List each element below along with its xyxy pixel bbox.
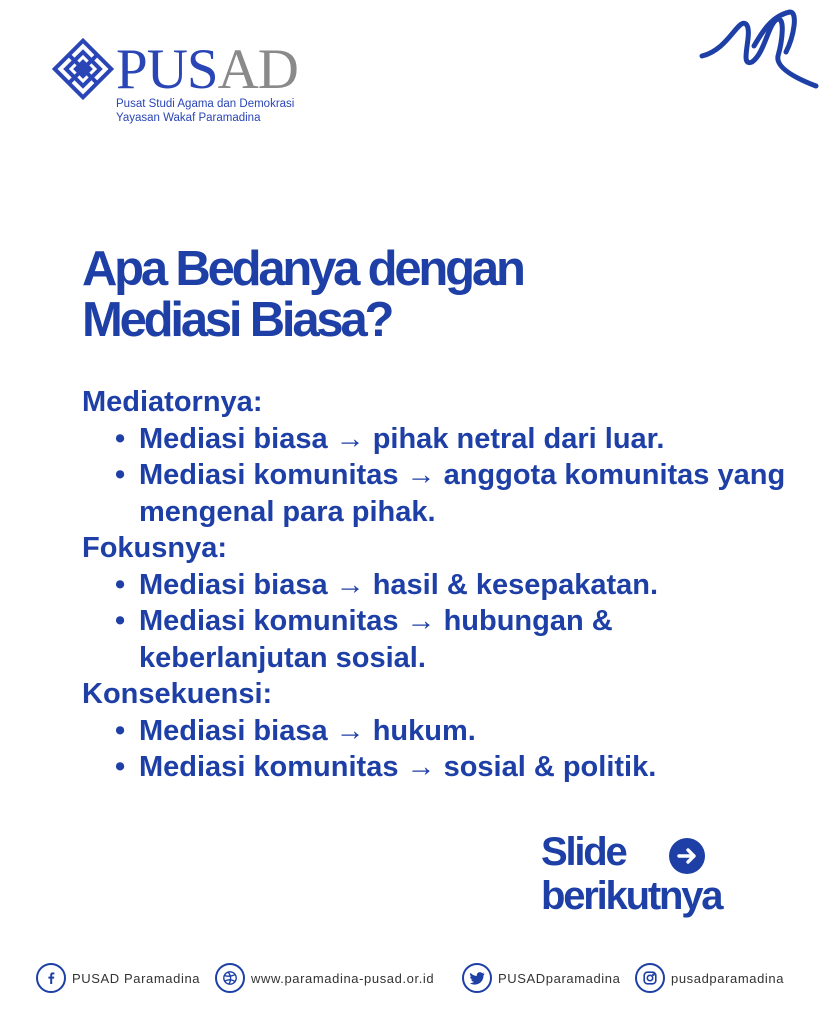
list-item (82, 749, 802, 786)
bullet-icon: • (115, 751, 126, 783)
section-heading: Mediatornya: (82, 386, 263, 418)
list-item-text: Mediasi biasa → pihak netral dari luar. (139, 422, 665, 455)
section-focus (82, 530, 802, 676)
list-item (82, 713, 802, 750)
arrow-right-circle-icon (669, 838, 705, 874)
list-item-text: Mediasi komunitas → sosial & politik. (139, 751, 657, 783)
footer-facebook[interactable] (36, 960, 200, 996)
list-item-text: Mediasi komunitas → hubungan & keberlanjutan sosial. (139, 605, 613, 674)
footer-instagram-text: pusadparamadina (671, 970, 785, 986)
title-line2: Mediasi Biasa? (82, 293, 392, 347)
footer-twitter[interactable] (462, 960, 620, 996)
section-list (82, 567, 802, 677)
logo-subtitle-line2: Yayasan Wakaf Paramadina (116, 112, 261, 124)
globe-icon (215, 963, 245, 993)
logo-wordmark (116, 38, 298, 101)
list-item (82, 421, 802, 458)
section-list (82, 421, 802, 531)
footer-social-bar (0, 960, 819, 996)
section-list (82, 713, 802, 786)
twitter-icon (462, 963, 492, 993)
logo-word-main: PUS (116, 38, 218, 101)
bullet-icon: • (115, 714, 126, 747)
pusad-knot-logo-icon (52, 38, 114, 100)
footer-instagram[interactable] (635, 960, 784, 996)
title-line1: Apa Bedanya dengan (82, 242, 523, 296)
list-item-text: Mediasi komunitas → anggota komunitas yang mengenal para pihak. (139, 459, 786, 528)
blue-squiggle-decoration (698, 6, 819, 92)
bullet-icon: • (115, 422, 126, 455)
logo-subtitle-line1: Pusat Studi Agama dan Demokrasi (116, 98, 295, 110)
section-consequence (82, 676, 802, 786)
footer-twitter-text: PUSADparamadina (498, 970, 621, 986)
list-item-text: Mediasi biasa → hukum. (139, 714, 476, 747)
list-item (82, 567, 802, 604)
page-title (82, 244, 523, 346)
bullet-icon: • (115, 459, 126, 491)
section-heading: Fokusnya: (82, 532, 228, 564)
list-item (82, 603, 802, 676)
list-item (82, 457, 802, 530)
section-mediator (82, 384, 802, 530)
facebook-icon (36, 963, 66, 993)
footer-facebook-text: PUSAD Paramadina (72, 970, 201, 986)
instagram-icon (635, 963, 665, 993)
logo-word-accent: AD (217, 38, 298, 101)
next-slide-line2: berikutnya (541, 874, 722, 918)
section-heading: Konsekuensi: (82, 678, 273, 710)
next-slide-line1: Slide (541, 830, 626, 874)
list-item-text: Mediasi biasa → hasil & kesepakatan. (139, 568, 659, 601)
footer-website[interactable] (215, 960, 434, 996)
next-slide-button[interactable] (669, 838, 705, 874)
bullet-icon: • (115, 568, 126, 601)
comparison-content (82, 384, 802, 786)
bullet-icon: • (115, 605, 126, 637)
footer-website-text: www.paramadina-pusad.or.id (251, 970, 435, 986)
